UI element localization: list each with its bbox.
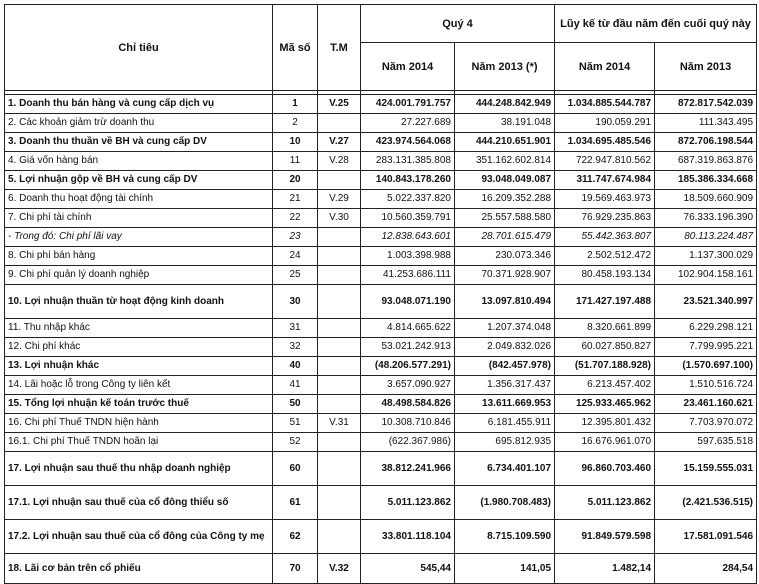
row-name: 2. Các khoản giảm trừ doanh thu: [5, 114, 273, 133]
row-q2013: 444.210.651.901: [455, 133, 555, 152]
table-row: [5, 395, 757, 414]
table-row: [5, 209, 757, 228]
table-row: [5, 319, 757, 338]
row-c2013: 7.799.995.221: [655, 338, 757, 357]
row-note: [318, 338, 361, 357]
row-name: 1. Doanh thu bán hàng và cung cấp dịch vụ: [5, 95, 273, 114]
table-row: [5, 357, 757, 376]
row-q2014: 1.003.398.988: [361, 247, 455, 266]
row-code: 1: [273, 95, 318, 114]
row-name: 17.2. Lợi nhuận sau thuế của cổ đông của Công ty mẹ: [5, 520, 273, 554]
quarter-group-header: Quý 4: [361, 5, 555, 43]
row-c2014: 6.213.457.402: [555, 376, 655, 395]
table-row: [5, 228, 757, 247]
row-note: [318, 171, 361, 190]
row-code: 31: [273, 319, 318, 338]
row-q2014: 33.801.118.104: [361, 520, 455, 554]
row-note: [318, 486, 361, 520]
row-note: [318, 319, 361, 338]
row-q2014: 423.974.564.068: [361, 133, 455, 152]
table-row: [5, 171, 757, 190]
row-name: 13. Lợi nhuận khác: [5, 357, 273, 376]
row-q2014: 424.001.791.757: [361, 95, 455, 114]
row-q2014: 5.022.337.820: [361, 190, 455, 209]
row-q2014: 12.838.643.601: [361, 228, 455, 247]
row-c2013: 872.706.198.544: [655, 133, 757, 152]
table-row: [5, 414, 757, 433]
row-code: 51: [273, 414, 318, 433]
row-q2014: (622.367.986): [361, 433, 455, 452]
row-c2013: 687.319.863.876: [655, 152, 757, 171]
row-code: 62: [273, 520, 318, 554]
cumulative-group-header: Lũy kế từ đầu năm đến cuối quý này: [555, 5, 757, 43]
row-c2013: 185.386.334.668: [655, 171, 757, 190]
row-q2014: 27.227.689: [361, 114, 455, 133]
row-q2014: 53.021.242.913: [361, 338, 455, 357]
table-row: [5, 247, 757, 266]
cumulative-2014-header: Năm 2014: [555, 43, 655, 91]
row-q2014: 41.253.686.111: [361, 266, 455, 285]
row-q2013: 6.181.455.911: [455, 414, 555, 433]
row-c2013: 17.581.091.546: [655, 520, 757, 554]
table-row: [5, 433, 757, 452]
row-c2014: 76.929.235.863: [555, 209, 655, 228]
row-c2013: (2.421.536.515): [655, 486, 757, 520]
row-note: [318, 395, 361, 414]
row-c2013: 1.510.516.724: [655, 376, 757, 395]
row-q2014: 545,44: [361, 554, 455, 584]
row-c2013: 18.509.660.909: [655, 190, 757, 209]
row-name: 16. Chi phí Thuế TNDN hiện hành: [5, 414, 273, 433]
row-c2014: 91.849.579.598: [555, 520, 655, 554]
table-row: [5, 520, 757, 554]
row-note: V.30: [318, 209, 361, 228]
row-q2014: 93.048.071.190: [361, 285, 455, 319]
row-q2014: (48.206.577.291): [361, 357, 455, 376]
row-c2013: 23.461.160.621: [655, 395, 757, 414]
row-code: 40: [273, 357, 318, 376]
row-c2014: 311.747.674.984: [555, 171, 655, 190]
row-code: 23: [273, 228, 318, 247]
row-c2014: 96.860.703.460: [555, 452, 655, 486]
row-c2014: 5.011.123.862: [555, 486, 655, 520]
row-name: 17.1. Lợi nhuận sau thuế của cổ đông thiểu số: [5, 486, 273, 520]
row-q2013: 1.207.374.048: [455, 319, 555, 338]
row-name: 9. Chi phí quản lý doanh nghiệp: [5, 266, 273, 285]
row-note: [318, 376, 361, 395]
row-code: 25: [273, 266, 318, 285]
row-c2014: 80.458.193.134: [555, 266, 655, 285]
row-c2014: 190.059.291: [555, 114, 655, 133]
row-q2013: 1.356.317.437: [455, 376, 555, 395]
row-name: 8. Chi phí bán hàng: [5, 247, 273, 266]
row-q2013: 695.812.935: [455, 433, 555, 452]
row-code: 32: [273, 338, 318, 357]
table-row: [5, 95, 757, 114]
row-q2013: (1.980.708.483): [455, 486, 555, 520]
row-code: 61: [273, 486, 318, 520]
row-q2013: 38.191.048: [455, 114, 555, 133]
row-c2013: 76.333.196.390: [655, 209, 757, 228]
row-q2014: 48.498.584.826: [361, 395, 455, 414]
row-name: 11. Thu nhập khác: [5, 319, 273, 338]
row-code: 24: [273, 247, 318, 266]
row-c2014: 16.676.961.070: [555, 433, 655, 452]
row-c2014: 55.442.363.807: [555, 228, 655, 247]
row-code: 60: [273, 452, 318, 486]
row-q2013: 141,05: [455, 554, 555, 584]
row-note: V.31: [318, 414, 361, 433]
row-c2013: 6.229.298.121: [655, 319, 757, 338]
row-name: 16.1. Chi phí Thuế TNDN hoãn lại: [5, 433, 273, 452]
row-code: 10: [273, 133, 318, 152]
quarter-2014-header: Năm 2014: [361, 43, 455, 91]
row-note: V.27: [318, 133, 361, 152]
table-row: [5, 376, 757, 395]
row-name: 15. Tổng lợi nhuận kế toán trước thuế: [5, 395, 273, 414]
row-q2013: 13.097.810.494: [455, 285, 555, 319]
row-q2013: 70.371.928.907: [455, 266, 555, 285]
row-code: 52: [273, 433, 318, 452]
row-name: 14. Lãi hoặc lỗ trong Công ty liên kết: [5, 376, 273, 395]
quarter-2013-header: Năm 2013 (*): [455, 43, 555, 91]
row-c2014: 1.482,14: [555, 554, 655, 584]
row-q2014: 5.011.123.862: [361, 486, 455, 520]
table-row: [5, 452, 757, 486]
row-note: V.28: [318, 152, 361, 171]
row-q2013: 6.734.401.107: [455, 452, 555, 486]
cumulative-2013-header: Năm 2013: [655, 43, 757, 91]
row-c2014: 60.027.850.827: [555, 338, 655, 357]
row-c2013: 1.137.300.029: [655, 247, 757, 266]
row-q2013: 444.248.842.949: [455, 95, 555, 114]
table-row: [5, 338, 757, 357]
row-note: [318, 285, 361, 319]
row-c2014: 722.947.810.562: [555, 152, 655, 171]
row-q2014: 3.657.090.927: [361, 376, 455, 395]
row-note: [318, 247, 361, 266]
row-note: V.32: [318, 554, 361, 584]
row-code: 20: [273, 171, 318, 190]
row-c2014: 8.320.661.899: [555, 319, 655, 338]
row-c2013: 80.113.224.487: [655, 228, 757, 247]
row-c2013: 102.904.158.161: [655, 266, 757, 285]
table-row: [5, 133, 757, 152]
row-c2014: 1.034.885.544.787: [555, 95, 655, 114]
row-q2013: 25.557.588.580: [455, 209, 555, 228]
row-c2014: 1.034.695.485.546: [555, 133, 655, 152]
row-q2013: 28.701.615.479: [455, 228, 555, 247]
row-q2014: 4.814.665.622: [361, 319, 455, 338]
row-q2014: 140.843.178.260: [361, 171, 455, 190]
table-row: [5, 266, 757, 285]
row-code: 41: [273, 376, 318, 395]
row-c2014: 12.395.801.432: [555, 414, 655, 433]
row-q2013: 8.715.109.590: [455, 520, 555, 554]
row-c2013: 23.521.340.997: [655, 285, 757, 319]
row-q2013: 13.611.669.953: [455, 395, 555, 414]
row-c2014: 125.933.465.962: [555, 395, 655, 414]
row-note: [318, 228, 361, 247]
row-code: 2: [273, 114, 318, 133]
row-name: 4. Giá vốn hàng bán: [5, 152, 273, 171]
row-name: - Trong đó: Chi phí lãi vay: [5, 228, 273, 247]
row-c2013: (1.570.697.100): [655, 357, 757, 376]
row-name: 10. Lợi nhuận thuần từ hoạt động kinh doanh: [5, 285, 273, 319]
row-q2013: 230.073.346: [455, 247, 555, 266]
row-code: 30: [273, 285, 318, 319]
row-c2014: 19.569.463.973: [555, 190, 655, 209]
row-code: 21: [273, 190, 318, 209]
row-name: 6. Doanh thu hoạt động tài chính: [5, 190, 273, 209]
row-note: [318, 452, 361, 486]
row-q2013: 93.048.049.087: [455, 171, 555, 190]
code-header: Mã số: [273, 5, 318, 91]
row-c2014: 2.502.512.472: [555, 247, 655, 266]
row-q2013: 2.049.832.026: [455, 338, 555, 357]
indicator-header: Chỉ tiêu: [5, 5, 273, 91]
row-c2013: 284,54: [655, 554, 757, 584]
row-note: [318, 266, 361, 285]
row-note: [318, 357, 361, 376]
row-note: [318, 520, 361, 554]
row-name: 3. Doanh thu thuần về BH và cung cấp DV: [5, 133, 273, 152]
row-q2014: 283.131.385.808: [361, 152, 455, 171]
row-c2014: (51.707.188.928): [555, 357, 655, 376]
table-row: [5, 152, 757, 171]
income-statement-table: [4, 4, 757, 584]
row-c2013: 111.343.495: [655, 114, 757, 133]
row-q2014: 10.308.710.846: [361, 414, 455, 433]
row-code: 22: [273, 209, 318, 228]
row-code: 11: [273, 152, 318, 171]
row-note: V.29: [318, 190, 361, 209]
row-q2014: 10.560.359.791: [361, 209, 455, 228]
row-name: 17. Lợi nhuận sau thuế thu nhập doanh nghiệp: [5, 452, 273, 486]
row-name: 7. Chi phí tài chính: [5, 209, 273, 228]
row-note: [318, 433, 361, 452]
row-c2013: 15.159.555.031: [655, 452, 757, 486]
row-c2013: 7.703.970.072: [655, 414, 757, 433]
row-code: 50: [273, 395, 318, 414]
row-note: [318, 114, 361, 133]
row-q2013: (842.457.978): [455, 357, 555, 376]
row-note: V.25: [318, 95, 361, 114]
row-q2013: 351.162.602.814: [455, 152, 555, 171]
table-row: [5, 285, 757, 319]
row-q2013: 16.209.352.288: [455, 190, 555, 209]
table-row: [5, 486, 757, 520]
row-c2013: 597.635.518: [655, 433, 757, 452]
row-code: 70: [273, 554, 318, 584]
row-q2014: 38.812.241.966: [361, 452, 455, 486]
header-row-1: [5, 5, 757, 43]
table-row: [5, 114, 757, 133]
row-c2014: 171.427.197.488: [555, 285, 655, 319]
row-name: 5. Lợi nhuận gộp về BH và cung cấp DV: [5, 171, 273, 190]
table-row: [5, 190, 757, 209]
row-name: 12. Chi phí khác: [5, 338, 273, 357]
table-row: [5, 554, 757, 584]
note-header: T.M: [318, 5, 361, 91]
row-name: 18. Lãi cơ bản trên cổ phiếu: [5, 554, 273, 584]
row-c2013: 872.817.542.039: [655, 95, 757, 114]
